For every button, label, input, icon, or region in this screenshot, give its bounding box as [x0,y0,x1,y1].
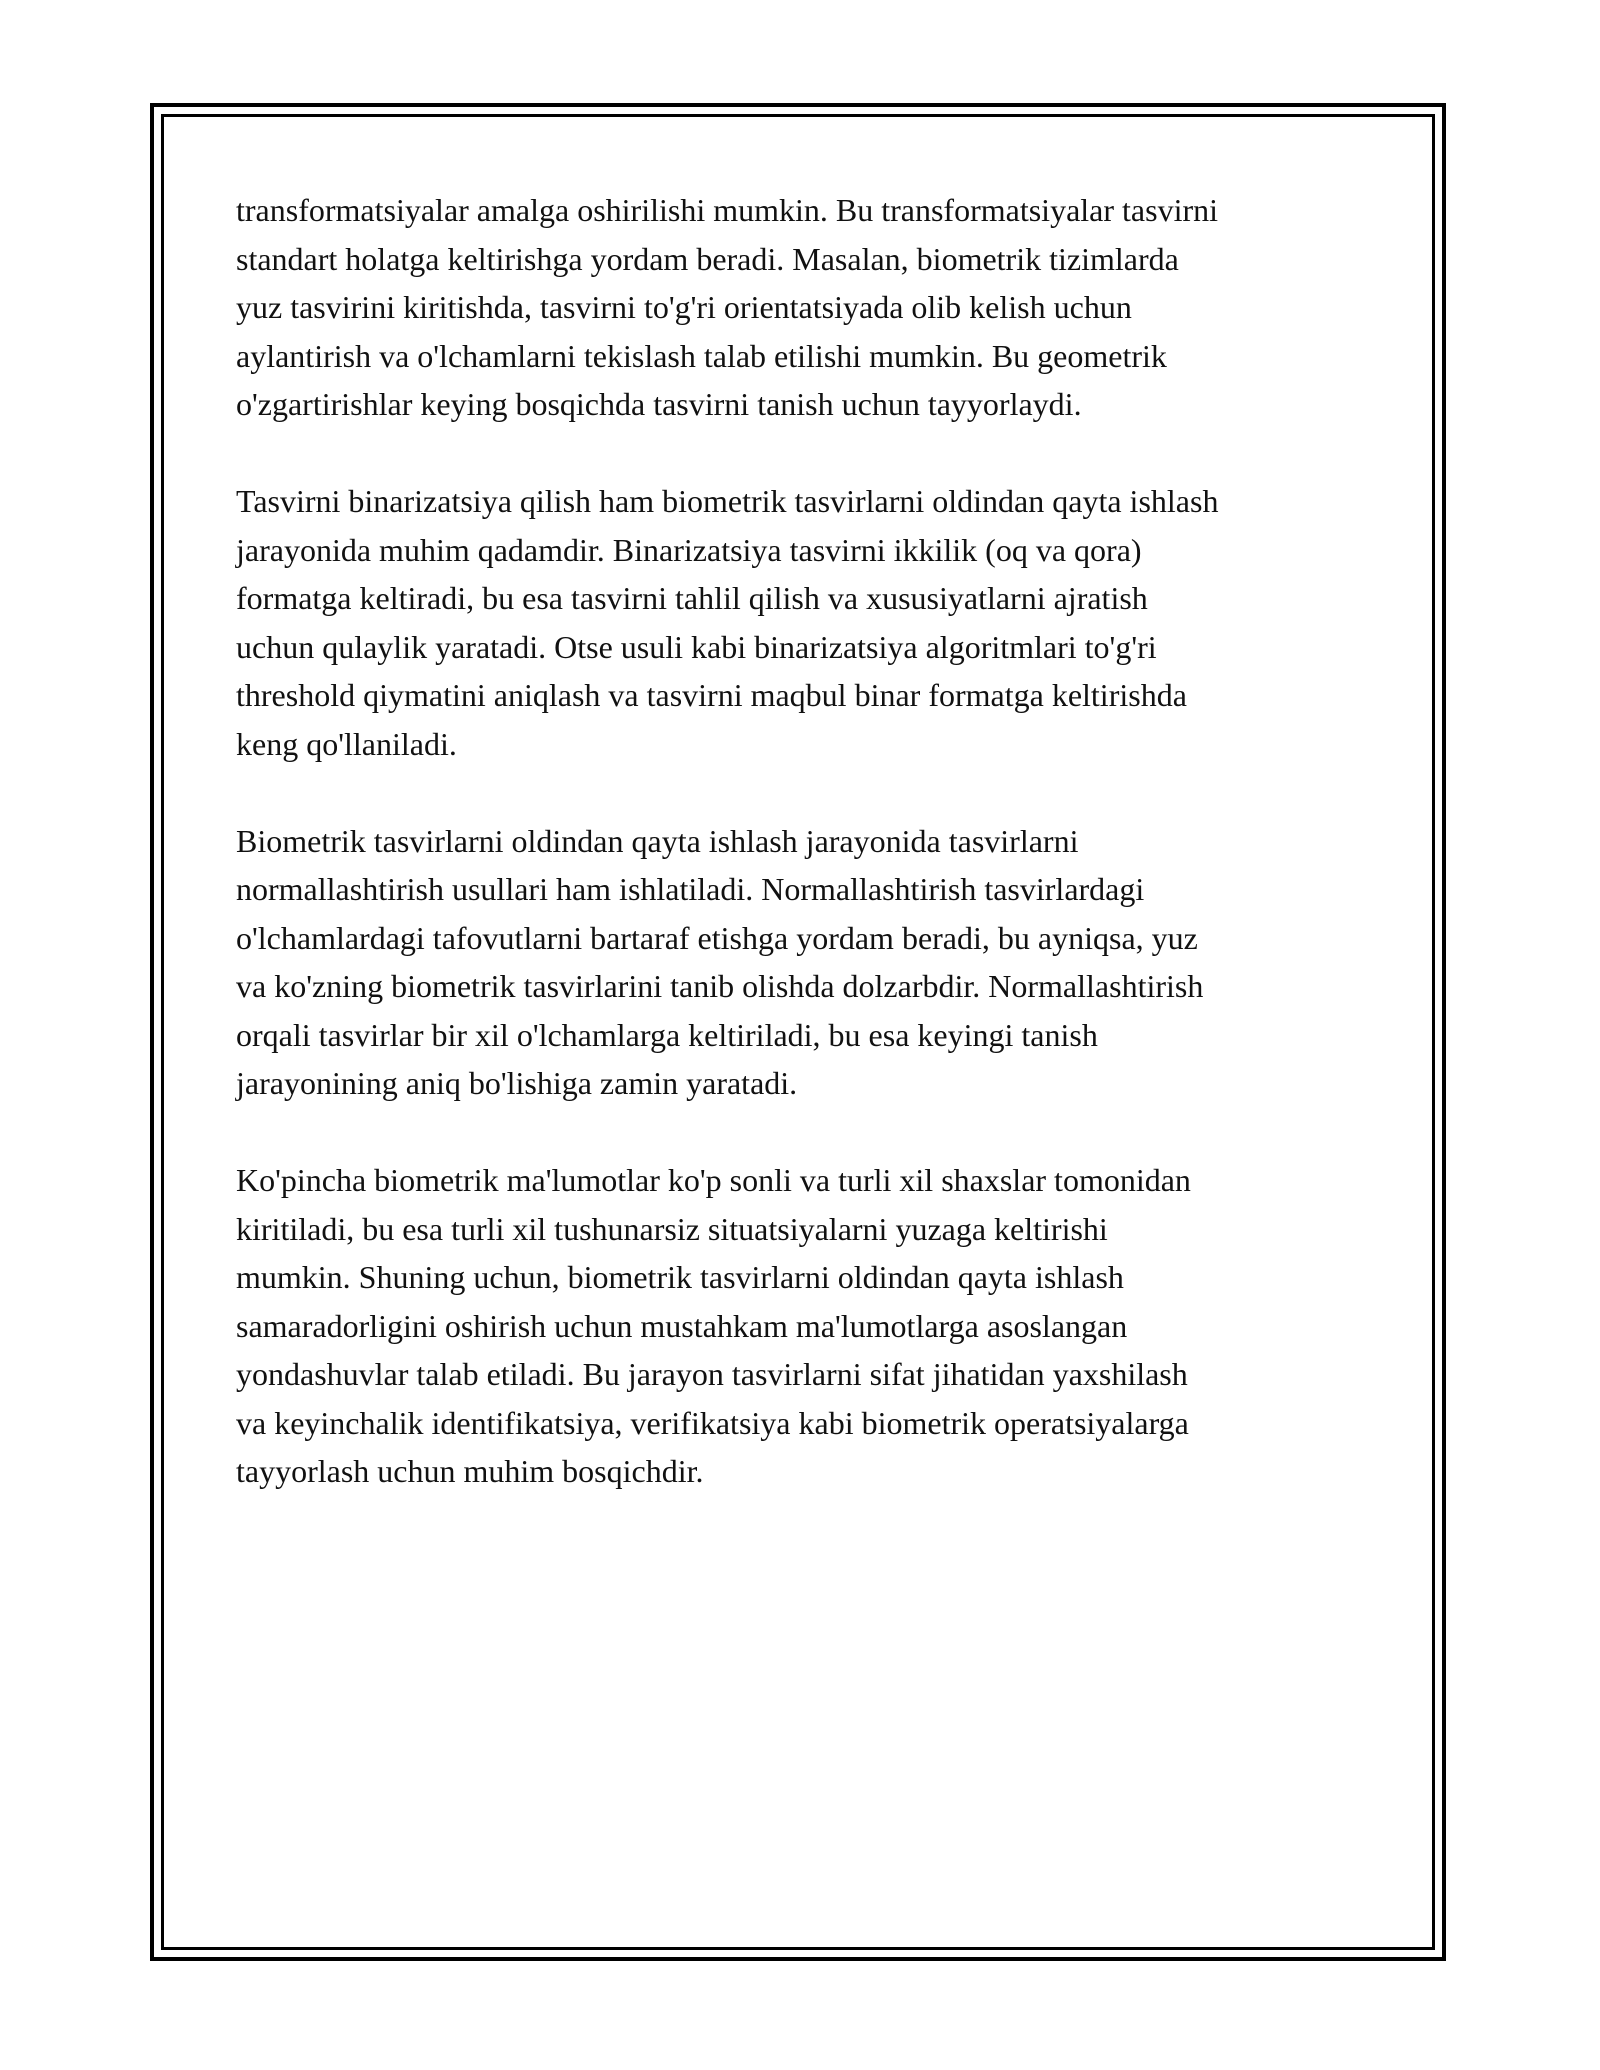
text-line: threshold qiymatini aniqlash va tasvirni maqbul binar formatga keltirishda [236,677,1187,713]
text-line: standart holatga keltirishga yordam beradi. Masalan, biometrik tizimlarda [236,240,1179,277]
paragraph-4 [236,1156,1376,1496]
text-line: Tasvirni binarizatsiya qilish ham biometrik tasvirlarni oldindan qayta ishlash [236,483,1219,519]
text-line: yuz tasvirini kiritishda, tasvirni to'g'ri orientatsiyada olib kelish uchun [236,289,1132,325]
text-line: orqali tasvirlar bir xil o'lchamlarga keltiriladi, bu esa keyingi tanish [236,1016,1098,1053]
document-body [236,186,1376,1544]
text-line: va keyinchalik identifikatsiya, verifikatsiya kabi biometrik operatsiyalarga [236,1404,1189,1441]
paragraph-1 [236,186,1376,429]
paragraph-2 [236,477,1376,768]
text-line: Biometrik tasvirlarni oldindan qayta ishlash jarayonida tasvirlarni [236,822,1079,859]
text-line: keng qo'llaniladi. [236,725,457,762]
text-line: jarayonining aniq bo'lishiga zamin yaratadi. [236,1065,798,1101]
paragraph-3 [236,817,1376,1108]
text-line: Ko'pincha biometrik ma'lumotlar ko'p sonli va turli xil shaxslar tomonidan [236,1162,1191,1198]
text-line: jarayonida muhim qadamdir. Binarizatsiya tasvirni ikkilik (oq va qora) [236,531,1142,568]
text-line: mumkin. Shuning uchun, biometrik tasvirlarni oldindan qayta ishlash [236,1259,1124,1295]
text-line: aylantirish va o'lchamlarni tekislash talab etilishi mumkin. Bu geometrik [236,337,1167,374]
text-line: o'zgartirishlar keying bosqichda tasvirni tanish uchun tayyorlaydi. [236,386,1082,422]
text-line: transformatsiyalar amalga oshirilishi mumkin. Bu transformatsiyalar tasvirni [236,192,1218,228]
text-line: va ko'zning biometrik tasvirlarini tanib olishda dolzarbdir. Normallashtirish [236,968,1204,1004]
text-line: uchun qulaylik yaratadi. Otse usuli kabi binarizatsiya algoritmlari to'g'ri [236,628,1157,665]
text-line: samaradorligini oshirish uchun mustahkam ma'lumotlarga asoslangan [236,1307,1128,1344]
text-line: formatga keltiradi, bu esa tasvirni tahlil qilish va xususiyatlarni ajratish [236,580,1148,616]
text-line: normallashtirish usullari ham ishlatiladi. Normallashtirish tasvirlardagi [236,871,1145,907]
text-line: tayyorlash uchun muhim bosqichdir. [236,1453,704,1489]
text-line: o'lchamlardagi tafovutlarni bartaraf etishga yordam beradi, bu ayniqsa, yuz [236,919,1198,956]
text-line: kiritiladi, bu esa turli xil tushunarsiz situatsiyalarni yuzaga keltirishi [236,1210,1108,1247]
text-line: yondashuvlar talab etiladi. Bu jarayon tasvirlarni sifat jihatidan yaxshilash [236,1356,1188,1392]
